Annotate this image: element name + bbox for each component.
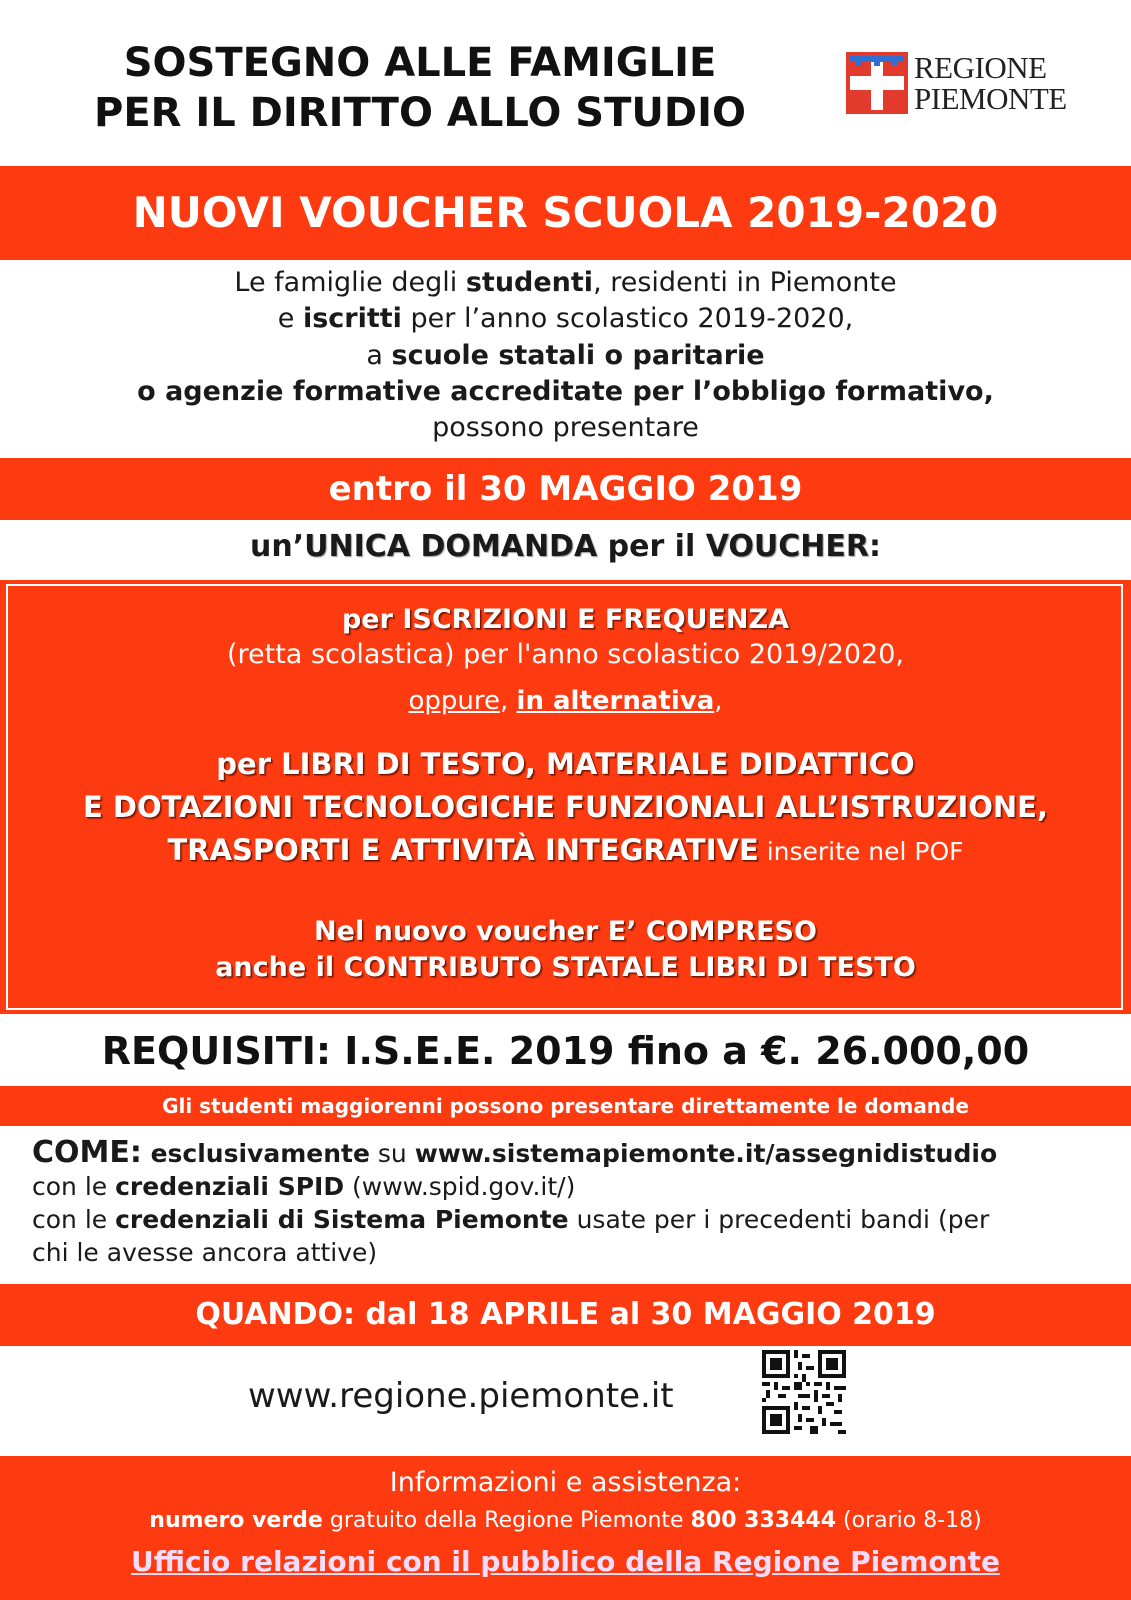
- maggiorenni-text: Gli studenti maggiorenni possono presentare direttamente le domande: [162, 1094, 969, 1118]
- intro-line-4: o agenzie formative accreditate per l’obbligo formativo,: [137, 376, 994, 407]
- deadline-text: entro il 30 MAGGIO 2019: [328, 469, 803, 509]
- phone-number[interactable]: 800 333444: [690, 1508, 837, 1533]
- voucher-title-band: [0, 166, 1131, 260]
- alternativa-line: oppure, in alternativa,: [408, 686, 723, 716]
- trasporti-line: TRASPORTI E ATTIVITÀ INTEGRATIVE inserite nel POF: [167, 833, 964, 867]
- quando-band: [0, 1284, 1131, 1346]
- come-section: [32, 1136, 1112, 1269]
- come-line-1: COME: esclusivamente su www.sistemapiemonte.it/assegnidistudio: [32, 1135, 998, 1170]
- urp-link[interactable]: Ufficio relazioni con il pubblico della Regione Piemonte: [131, 1545, 1000, 1578]
- footer-band: [0, 1456, 1131, 1600]
- deadline-band: [0, 458, 1131, 520]
- come-line-3: con le credenziali di Sistema Piemonte usate per i precedenti bandi (per: [32, 1205, 990, 1234]
- contributo-line: anche il CONTRIBUTO STATALE LIBRI DI TESTO: [215, 952, 916, 983]
- voucher-details-box: [0, 580, 1131, 1014]
- libri-line: per LIBRI DI TESTO, MATERIALE DIDATTICO: [216, 747, 915, 781]
- voucher-title: NUOVI VOUCHER SCUOLA 2019-2020: [132, 188, 999, 237]
- intro-line-3: a scuole statali o paritarie: [366, 340, 765, 371]
- title-line-1: SOSTEGNO ALLE FAMIGLIE: [123, 40, 717, 86]
- compreso-line: Nel nuovo voucher E’ COMPRESO: [314, 916, 817, 947]
- logo-line-1: REGIONE: [914, 50, 1047, 85]
- website-link[interactable]: www.regione.piemonte.it: [248, 1376, 674, 1416]
- unica-domanda: un’UNICA DOMANDA per il VOUCHER:: [250, 529, 881, 564]
- requisiti-text: REQUISITI: I.S.E.E. 2019 fino a €. 26.000,00: [101, 1029, 1030, 1073]
- logo-text: [914, 52, 1067, 114]
- title-line-2: PER IL DIRITTO ALLO STUDIO: [94, 90, 746, 136]
- dotazioni-line: E DOTAZIONI TECNOLOGICHE FUNZIONALI ALL’ISTRUZIONE,: [82, 790, 1048, 824]
- qr-code-icon: [762, 1350, 846, 1434]
- come-line-4: chi le avesse ancora attive): [32, 1238, 378, 1267]
- page-title: [40, 38, 800, 138]
- logo-line-2: PIEMONTE: [914, 81, 1067, 116]
- intro-line-1: Le famiglie degli studenti, residenti in Piemonte: [234, 267, 897, 298]
- footer-numero-verde: numero verde gratuito della Regione Piemonte 800 333444 (orario 8-18): [149, 1508, 982, 1533]
- piemonte-flag-icon: [846, 52, 908, 114]
- retta-line: (retta scolastica) per l'anno scolastico 2019/2020,: [226, 639, 904, 670]
- maggiorenni-band: [0, 1086, 1131, 1126]
- iscrizioni-line: per ISCRIZIONI E FREQUENZA: [341, 604, 790, 635]
- intro-line-2: e iscritti per l’anno scolastico 2019-2020,: [277, 303, 854, 334]
- come-line-2: con le credenziali SPID (www.spid.gov.it/): [32, 1172, 576, 1201]
- footer-info: Informazioni e assistenza:: [389, 1467, 742, 1498]
- sistemapiemonte-link[interactable]: www.sistemapiemonte.it/assegnidistudio: [414, 1139, 998, 1168]
- spid-link[interactable]: (www.spid.gov.it/): [344, 1172, 576, 1201]
- intro-line-5: possono presentare: [432, 412, 699, 443]
- quando-text: QUANDO: dal 18 APRILE al 30 MAGGIO 2019: [195, 1297, 936, 1332]
